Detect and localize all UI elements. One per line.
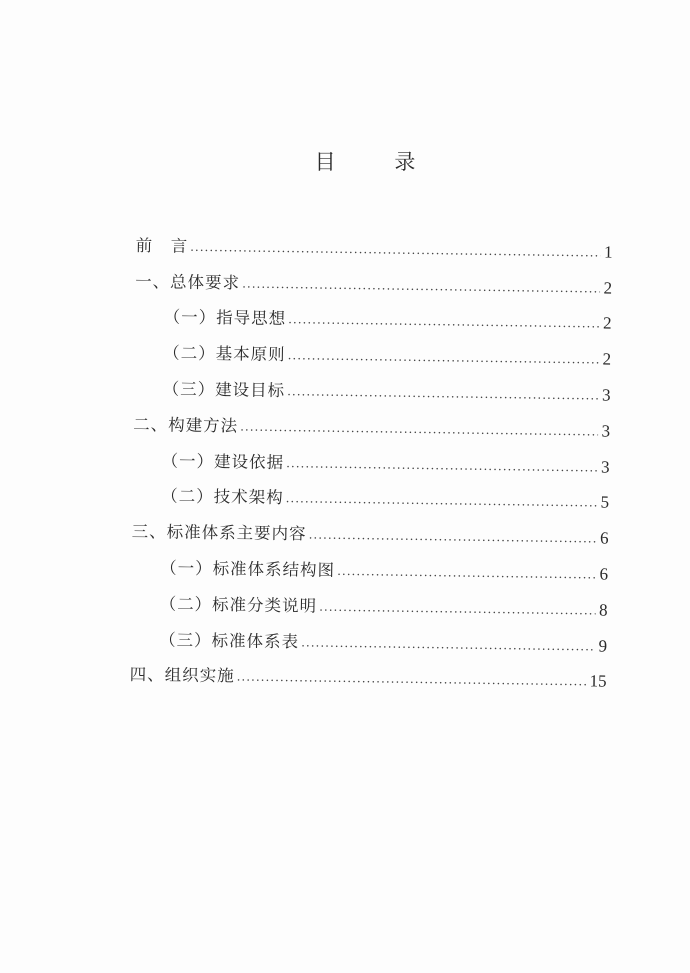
toc-entry[interactable]	[130, 614, 607, 656]
toc-leader-dots	[242, 276, 600, 295]
toc-page-number: 1	[603, 242, 613, 262]
toc-entry-label: （三）标准体系表	[159, 629, 300, 651]
toc-entry-label: （一）指导思想	[163, 307, 287, 329]
toc-page-number: 2	[602, 313, 612, 334]
toc-page-number: 5	[600, 492, 610, 513]
toc-entry[interactable]	[131, 542, 608, 584]
toc-entry-label: （二）技术架构	[161, 486, 284, 508]
toc-leader-dots	[190, 240, 601, 260]
toc-entry[interactable]	[135, 256, 612, 298]
toc-entry[interactable]	[130, 650, 607, 692]
toc-entry-label: 四、组织实施	[129, 665, 235, 686]
toc-entry[interactable]	[132, 471, 609, 513]
toc-leader-dots	[240, 419, 598, 438]
toc-entry[interactable]	[133, 435, 610, 477]
toc-leader-dots	[319, 599, 596, 617]
toc-entry-label: 三、标准体系主要内容	[131, 522, 307, 544]
toc-entry[interactable]	[132, 506, 609, 548]
toc-entry[interactable]	[134, 363, 611, 405]
toc-leader-dots	[286, 491, 598, 509]
toc-entry-label: （一）建设依据	[161, 450, 285, 472]
table-of-contents	[130, 220, 613, 692]
toc-page-number: 8	[598, 600, 608, 620]
toc-title: 目 录	[314, 150, 442, 174]
toc-leader-dots	[286, 456, 598, 474]
toc-leader-dots	[288, 348, 600, 366]
toc-entry[interactable]	[134, 327, 611, 369]
toc-entry-label: 前 言	[135, 235, 189, 256]
toc-leader-dots	[237, 670, 588, 689]
toc-entry[interactable]	[135, 292, 612, 334]
toc-leader-dots	[309, 528, 597, 546]
toc-page-number: 9	[598, 636, 608, 656]
toc-entry-label: （一）标准体系结构图	[160, 558, 336, 580]
toc-leader-dots	[288, 313, 600, 331]
toc-page-number: 3	[600, 457, 610, 477]
toc-entry-label: 二、构建方法	[133, 414, 239, 436]
toc-entry-label: （二）标准分类说明	[159, 594, 318, 616]
toc-entry-label: （二）基本原则	[163, 343, 286, 365]
toc-page-number: 3	[601, 385, 611, 405]
toc-entry-label: 一、总体要求	[135, 271, 241, 293]
toc-page-number: 3	[601, 421, 611, 441]
toc-page-number: 2	[602, 349, 612, 369]
toc-entry[interactable]	[133, 399, 610, 441]
toc-page-number: 2	[603, 278, 613, 298]
toc-entry-label: （三）建设目标	[162, 379, 286, 401]
toc-page-number: 6	[599, 528, 609, 548]
toc-leader-dots	[301, 635, 595, 653]
toc-page-number: 15	[589, 671, 607, 691]
toc-entry[interactable]	[131, 578, 608, 620]
toc-page-number: 6	[599, 564, 609, 584]
toc-leader-dots	[337, 564, 596, 582]
toc-leader-dots	[287, 384, 599, 402]
